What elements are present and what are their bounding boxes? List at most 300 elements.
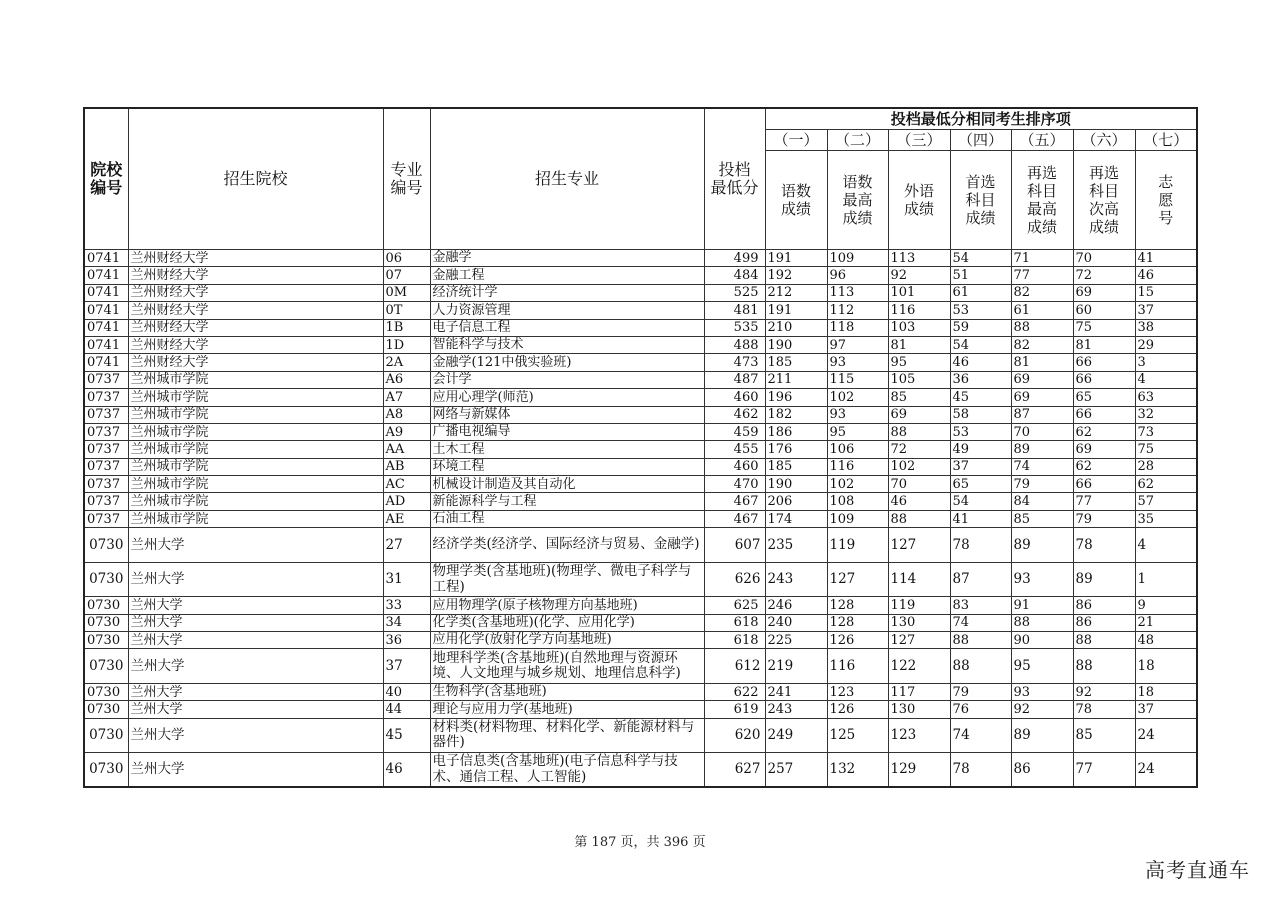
sort-7-cell: 4 [1135,371,1197,388]
major-name-cell: 应用心理学(师范) [430,389,704,406]
header-sort-number: （三） [888,130,950,151]
sort-2-cell: 102 [827,389,888,406]
sort-5-cell: 86 [1011,753,1073,788]
sort-3-cell: 88 [888,510,950,527]
sort-5-cell: 74 [1011,458,1073,475]
sort-2-cell: 108 [827,493,888,510]
school-code-cell: 0730 [84,528,128,563]
header-min-score: 投档 最低分 [704,108,765,250]
major-code-cell: A7 [383,389,430,406]
sort-1-cell: 243 [765,701,827,718]
table-row [84,441,1197,458]
sort-7-cell: 62 [1135,476,1197,493]
sort-6-cell: 86 [1073,614,1135,631]
major-code-cell: 37 [383,649,430,684]
sort-6-cell: 69 [1073,441,1135,458]
major-name-cell: 机械设计制造及其自动化 [430,476,704,493]
sort-5-cell: 93 [1011,562,1073,597]
school-name-cell: 兰州城市学院 [128,406,383,423]
major-name-cell: 材料类(材料物理、材料化学、新能源材料与器件) [430,718,704,753]
sort-6-cell: 70 [1073,250,1135,267]
header-sort-label: 志 愿 号 [1135,151,1197,250]
major-code-cell: AA [383,441,430,458]
sort-4-cell: 74 [950,718,1011,753]
sort-1-cell: 182 [765,406,827,423]
school-code-cell: 0741 [84,319,128,336]
min-score-cell: 499 [704,250,765,267]
sort-4-cell: 51 [950,267,1011,284]
school-name-cell: 兰州大学 [128,528,383,563]
school-name-cell: 兰州大学 [128,701,383,718]
min-score-cell: 618 [704,614,765,631]
major-name-cell: 物理学类(含基地班)(物理学、微电子科学与工程) [430,562,704,597]
school-code-cell: 0737 [84,389,128,406]
sort-4-cell: 53 [950,302,1011,319]
header-school-code: 院校 编号 [84,108,128,250]
sort-7-cell: 1 [1135,562,1197,597]
sort-3-cell: 114 [888,562,950,597]
sort-6-cell: 62 [1073,458,1135,475]
sort-3-cell: 92 [888,267,950,284]
sort-1-cell: 191 [765,250,827,267]
sort-7-cell: 73 [1135,423,1197,440]
table-row [84,423,1197,440]
sort-5-cell: 92 [1011,701,1073,718]
sort-6-cell: 66 [1073,354,1135,371]
sort-4-cell: 78 [950,753,1011,788]
header-sort-label: 外语 成绩 [888,151,950,250]
sort-6-cell: 60 [1073,302,1135,319]
major-name-cell: 金融学 [430,250,704,267]
school-code-cell: 0730 [84,753,128,788]
table-row [84,458,1197,475]
major-code-cell: 0M [383,284,430,301]
sort-5-cell: 61 [1011,302,1073,319]
min-score-cell: 618 [704,632,765,649]
sort-6-cell: 89 [1073,562,1135,597]
major-code-cell: 40 [383,683,430,700]
page-footer: 第 187 页，共 396 页 [574,835,706,850]
school-name-cell: 兰州财经大学 [128,250,383,267]
min-score-cell: 484 [704,267,765,284]
sort-6-cell: 81 [1073,336,1135,353]
major-name-cell: 化学类(含基地班)(化学、应用化学) [430,614,704,631]
sort-4-cell: 78 [950,528,1011,563]
sort-2-cell: 112 [827,302,888,319]
sort-6-cell: 77 [1073,753,1135,788]
sort-2-cell: 113 [827,284,888,301]
school-code-cell: 0737 [84,476,128,493]
sort-1-cell: 225 [765,632,827,649]
sort-3-cell: 103 [888,319,950,336]
school-code-cell: 0730 [84,649,128,684]
sort-3-cell: 129 [888,753,950,788]
sort-4-cell: 61 [950,284,1011,301]
table-row [84,753,1197,788]
school-name-cell: 兰州大学 [128,753,383,788]
school-code-cell: 0730 [84,614,128,631]
sort-6-cell: 66 [1073,406,1135,423]
sort-1-cell: 190 [765,476,827,493]
sort-2-cell: 118 [827,319,888,336]
major-name-cell: 电子信息类(含基地班)(电子信息科学与技术、通信工程、人工智能) [430,753,704,788]
sort-4-cell: 37 [950,458,1011,475]
sort-7-cell: 28 [1135,458,1197,475]
school-code-cell: 0737 [84,441,128,458]
sort-1-cell: 174 [765,510,827,527]
school-name-cell: 兰州财经大学 [128,319,383,336]
header-sort-number: （六） [1073,130,1135,151]
sort-6-cell: 69 [1073,284,1135,301]
sort-7-cell: 48 [1135,632,1197,649]
major-name-cell: 石油工程 [430,510,704,527]
sort-2-cell: 96 [827,267,888,284]
school-code-cell: 0730 [84,683,128,700]
school-name-cell: 兰州城市学院 [128,441,383,458]
header-major-code: 专业 编号 [383,108,430,250]
school-name-cell: 兰州大学 [128,597,383,614]
header-sort-number: （四） [950,130,1011,151]
table-row [84,597,1197,614]
major-code-cell: 0T [383,302,430,319]
sort-1-cell: 211 [765,371,827,388]
sort-4-cell: 54 [950,250,1011,267]
header-sort-label: 再选 科目 次高 成绩 [1073,151,1135,250]
sort-1-cell: 185 [765,354,827,371]
sort-4-cell: 88 [950,632,1011,649]
school-name-cell: 兰州财经大学 [128,302,383,319]
min-score-cell: 460 [704,389,765,406]
school-name-cell: 兰州城市学院 [128,493,383,510]
school-name-cell: 兰州城市学院 [128,476,383,493]
sort-4-cell: 45 [950,389,1011,406]
sort-6-cell: 79 [1073,510,1135,527]
sort-2-cell: 126 [827,632,888,649]
sort-5-cell: 88 [1011,319,1073,336]
sort-3-cell: 127 [888,528,950,563]
header-sort-number: （一） [765,130,827,151]
table-row [84,284,1197,301]
table-row [84,683,1197,700]
table-row [84,493,1197,510]
sort-6-cell: 72 [1073,267,1135,284]
sort-4-cell: 36 [950,371,1011,388]
sort-1-cell: 191 [765,302,827,319]
sort-4-cell: 54 [950,493,1011,510]
min-score-cell: 459 [704,423,765,440]
school-code-cell: 0730 [84,718,128,753]
sort-6-cell: 78 [1073,701,1135,718]
major-name-cell: 广播电视编导 [430,423,704,440]
school-code-cell: 0737 [84,371,128,388]
sort-7-cell: 75 [1135,441,1197,458]
sort-2-cell: 132 [827,753,888,788]
table-row [84,336,1197,353]
sort-5-cell: 89 [1011,441,1073,458]
sort-2-cell: 119 [827,528,888,563]
min-score-cell: 626 [704,562,765,597]
sort-4-cell: 76 [950,701,1011,718]
sort-5-cell: 81 [1011,354,1073,371]
header-sort-number: （五） [1011,130,1073,151]
sort-2-cell: 123 [827,683,888,700]
min-score-cell: 627 [704,753,765,788]
table-row [84,649,1197,684]
school-name-cell: 兰州大学 [128,614,383,631]
sort-2-cell: 93 [827,354,888,371]
sort-3-cell: 95 [888,354,950,371]
sort-2-cell: 93 [827,406,888,423]
sort-5-cell: 89 [1011,718,1073,753]
major-name-cell: 会计学 [430,371,704,388]
min-score-cell: 525 [704,284,765,301]
sort-3-cell: 70 [888,476,950,493]
sort-5-cell: 71 [1011,250,1073,267]
table-header [84,108,1197,250]
school-name-cell: 兰州财经大学 [128,336,383,353]
major-code-cell: 31 [383,562,430,597]
sort-7-cell: 35 [1135,510,1197,527]
major-name-cell: 生物科学(含基地班) [430,683,704,700]
min-score-cell: 487 [704,371,765,388]
table-row [84,528,1197,563]
sort-6-cell: 77 [1073,493,1135,510]
sort-7-cell: 37 [1135,302,1197,319]
table-row [84,632,1197,649]
major-name-cell: 智能科学与技术 [430,336,704,353]
major-code-cell: 45 [383,718,430,753]
sort-5-cell: 93 [1011,683,1073,700]
major-code-cell: 1D [383,336,430,353]
sort-3-cell: 105 [888,371,950,388]
school-code-cell: 0737 [84,423,128,440]
major-code-cell: 46 [383,753,430,788]
sort-7-cell: 41 [1135,250,1197,267]
major-code-cell: 06 [383,250,430,267]
major-code-cell: A6 [383,371,430,388]
major-code-cell: AC [383,476,430,493]
sort-3-cell: 127 [888,632,950,649]
table-body [84,250,1197,788]
header-school-name: 招生院校 [128,108,383,250]
table-row [84,302,1197,319]
sort-5-cell: 90 [1011,632,1073,649]
major-code-cell: 34 [383,614,430,631]
school-name-cell: 兰州城市学院 [128,389,383,406]
min-score-cell: 619 [704,701,765,718]
table-row [84,476,1197,493]
sort-5-cell: 69 [1011,371,1073,388]
major-name-cell: 理论与应用力学(基地班) [430,701,704,718]
sort-7-cell: 32 [1135,406,1197,423]
min-score-cell: 625 [704,597,765,614]
sort-3-cell: 130 [888,701,950,718]
table-row [84,701,1197,718]
major-code-cell: 33 [383,597,430,614]
sort-7-cell: 9 [1135,597,1197,614]
sort-5-cell: 85 [1011,510,1073,527]
sort-1-cell: 192 [765,267,827,284]
sort-7-cell: 4 [1135,528,1197,563]
major-code-cell: AE [383,510,430,527]
sort-7-cell: 18 [1135,683,1197,700]
sort-4-cell: 41 [950,510,1011,527]
school-name-cell: 兰州大学 [128,562,383,597]
sort-3-cell: 119 [888,597,950,614]
sort-4-cell: 65 [950,476,1011,493]
header-sort-number: （二） [827,130,888,151]
sort-7-cell: 24 [1135,718,1197,753]
sort-5-cell: 84 [1011,493,1073,510]
sort-2-cell: 125 [827,718,888,753]
sort-2-cell: 106 [827,441,888,458]
sort-6-cell: 62 [1073,423,1135,440]
sort-1-cell: 210 [765,319,827,336]
sort-4-cell: 87 [950,562,1011,597]
sort-1-cell: 212 [765,284,827,301]
sort-5-cell: 89 [1011,528,1073,563]
school-code-cell: 0741 [84,354,128,371]
major-code-cell: 2A [383,354,430,371]
sort-4-cell: 79 [950,683,1011,700]
sort-2-cell: 102 [827,476,888,493]
sort-7-cell: 63 [1135,389,1197,406]
school-code-cell: 0730 [84,701,128,718]
school-name-cell: 兰州大学 [128,718,383,753]
school-name-cell: 兰州城市学院 [128,510,383,527]
sort-1-cell: 235 [765,528,827,563]
sort-4-cell: 53 [950,423,1011,440]
min-score-cell: 481 [704,302,765,319]
major-code-cell: AD [383,493,430,510]
header-sort-label: 语数 成绩 [765,151,827,250]
major-name-cell: 经济学类(经济学、国际经济与贸易、金融学) [430,528,704,563]
school-code-cell: 0737 [84,406,128,423]
sort-6-cell: 75 [1073,319,1135,336]
sort-6-cell: 86 [1073,597,1135,614]
school-name-cell: 兰州财经大学 [128,284,383,301]
watermark: 高考直通车 [1145,858,1250,882]
sort-2-cell: 109 [827,250,888,267]
school-name-cell: 兰州大学 [128,683,383,700]
school-code-cell: 0730 [84,632,128,649]
sort-3-cell: 101 [888,284,950,301]
table-row [84,614,1197,631]
sort-1-cell: 219 [765,649,827,684]
school-code-cell: 0737 [84,493,128,510]
major-code-cell: A8 [383,406,430,423]
school-code-cell: 0737 [84,458,128,475]
min-score-cell: 467 [704,510,765,527]
sort-1-cell: 176 [765,441,827,458]
sort-4-cell: 88 [950,649,1011,684]
major-name-cell: 经济统计学 [430,284,704,301]
table-row [84,319,1197,336]
sort-7-cell: 38 [1135,319,1197,336]
table-row [84,389,1197,406]
header-sort-label: 再选 科目 最高 成绩 [1011,151,1073,250]
sort-3-cell: 130 [888,614,950,631]
sort-6-cell: 88 [1073,632,1135,649]
sort-3-cell: 122 [888,649,950,684]
sort-7-cell: 37 [1135,701,1197,718]
sort-6-cell: 66 [1073,476,1135,493]
min-score-cell: 467 [704,493,765,510]
major-name-cell: 人力资源管理 [430,302,704,319]
admission-score-table [83,107,1198,788]
major-name-cell: 网络与新媒体 [430,406,704,423]
sort-7-cell: 46 [1135,267,1197,284]
major-name-cell: 环境工程 [430,458,704,475]
sort-1-cell: 240 [765,614,827,631]
school-name-cell: 兰州城市学院 [128,371,383,388]
major-code-cell: AB [383,458,430,475]
sort-3-cell: 117 [888,683,950,700]
sort-6-cell: 78 [1073,528,1135,563]
sort-7-cell: 57 [1135,493,1197,510]
sort-4-cell: 59 [950,319,1011,336]
header-major-name: 招生专业 [430,108,704,250]
sort-1-cell: 243 [765,562,827,597]
major-code-cell: 07 [383,267,430,284]
sort-1-cell: 249 [765,718,827,753]
sort-4-cell: 46 [950,354,1011,371]
table-row [84,406,1197,423]
major-name-cell: 土木工程 [430,441,704,458]
school-name-cell: 兰州城市学院 [128,458,383,475]
min-score-cell: 488 [704,336,765,353]
min-score-cell: 607 [704,528,765,563]
sort-7-cell: 24 [1135,753,1197,788]
header-sort-label: 语数 最高 成绩 [827,151,888,250]
school-code-cell: 0741 [84,250,128,267]
min-score-cell: 460 [704,458,765,475]
min-score-cell: 620 [704,718,765,753]
header-sort-number: （七） [1135,130,1197,151]
sort-6-cell: 65 [1073,389,1135,406]
min-score-cell: 622 [704,683,765,700]
sort-3-cell: 123 [888,718,950,753]
table-row [84,354,1197,371]
min-score-cell: 473 [704,354,765,371]
sort-5-cell: 87 [1011,406,1073,423]
major-name-cell: 电子信息工程 [430,319,704,336]
sort-7-cell: 21 [1135,614,1197,631]
major-code-cell: A9 [383,423,430,440]
min-score-cell: 612 [704,649,765,684]
major-code-cell: 1B [383,319,430,336]
sort-3-cell: 102 [888,458,950,475]
sort-5-cell: 82 [1011,336,1073,353]
major-code-cell: 36 [383,632,430,649]
sort-4-cell: 83 [950,597,1011,614]
sort-1-cell: 196 [765,389,827,406]
sort-3-cell: 69 [888,406,950,423]
school-code-cell: 0730 [84,597,128,614]
sort-1-cell: 257 [765,753,827,788]
table-row [84,250,1197,267]
sort-2-cell: 128 [827,614,888,631]
sort-1-cell: 190 [765,336,827,353]
sort-4-cell: 49 [950,441,1011,458]
sort-5-cell: 95 [1011,649,1073,684]
min-score-cell: 455 [704,441,765,458]
sort-3-cell: 81 [888,336,950,353]
sort-2-cell: 116 [827,458,888,475]
sort-3-cell: 85 [888,389,950,406]
sort-7-cell: 15 [1135,284,1197,301]
sort-1-cell: 246 [765,597,827,614]
